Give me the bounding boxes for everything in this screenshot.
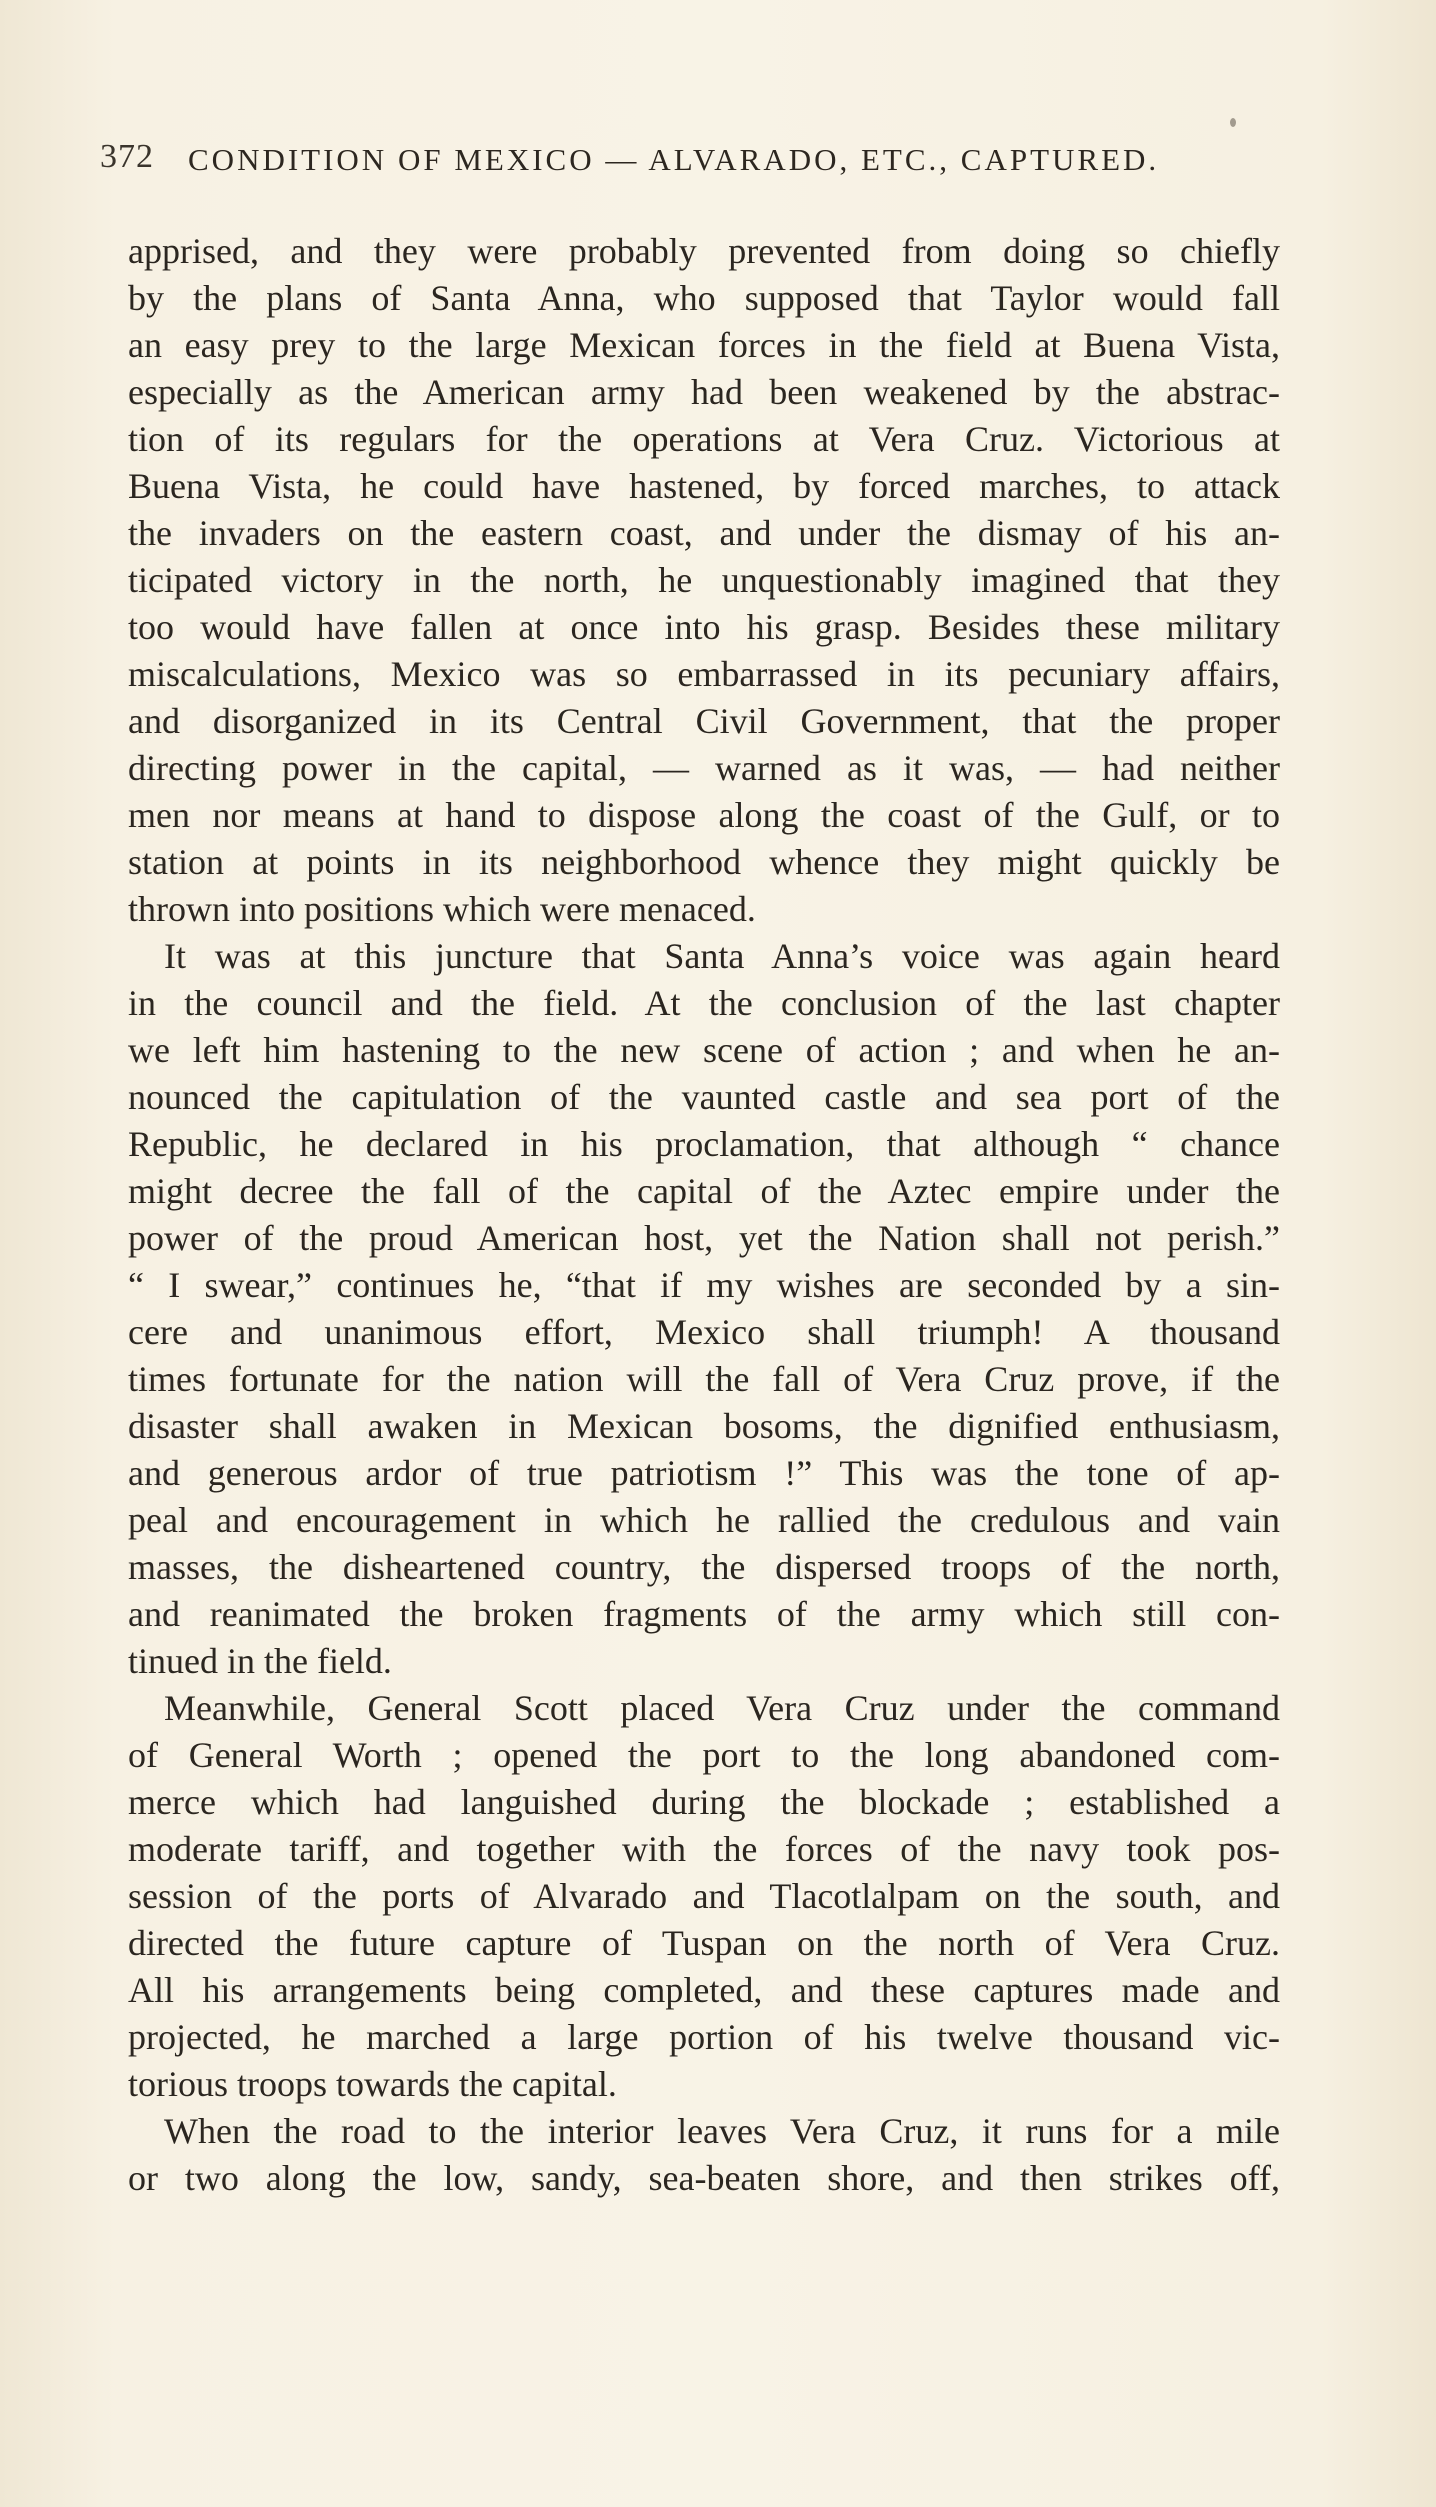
text-line: especially as the American army had been weakened by the abstrac- [128,372,1280,412]
text-line: torious troops towards the capital. [128,2064,617,2104]
running-title: CONDITION OF MEXICO — ALVARADO, ETC., CAPTURED. [188,142,1160,177]
text-line: or two along the low, sandy, sea-beaten shore, and then strikes off, [128,2158,1280,2198]
text-line: might decree the fall of the capital of the Aztec empire under the [128,1171,1280,1211]
page-number: 372 [100,138,154,175]
body-text [128,228,1280,2202]
text-line: When the road to the interior leaves Vera Cruz, it runs for a mile [164,2111,1280,2151]
text-line: and generous ardor of true patriotism !” This was the tone of ap- [128,1453,1280,1493]
text-line: It was at this juncture that Santa Anna’s voice was again heard [164,936,1280,976]
text-line: projected, he marched a large portion of his twelve thousand vic- [128,2017,1280,2057]
text-line: moderate tariff, and together with the forces of the navy took pos- [128,1829,1280,1869]
text-line: disaster shall awaken in Mexican bosoms, the dignified enthusiasm, [128,1406,1280,1446]
text-line: directed the future capture of Tuspan on the north of Vera Cruz. [128,1923,1280,1963]
text-line: Meanwhile, General Scott placed Vera Cruz under the command [164,1688,1280,1728]
text-line: cere and unanimous effort, Mexico shall triumph! A thousand [128,1312,1280,1352]
text-line: and reanimated the broken fragments of the army which still con- [128,1594,1280,1634]
text-line: peal and encouragement in which he rallied the credulous and vain [128,1500,1280,1540]
ink-speck [1230,118,1236,127]
text-line: All his arrangements being completed, and these captures made and [128,1970,1280,2010]
text-line: session of the ports of Alvarado and Tlacotlalpam on the south, and [128,1876,1280,1916]
text-line: tinued in the field. [128,1641,392,1681]
text-line: miscalculations, Mexico was so embarrassed in its pecuniary affairs, [128,654,1280,694]
text-line: thrown into positions which were menaced. [128,889,756,929]
text-line: merce which had languished during the blockade ; established a [128,1782,1280,1822]
text-line: power of the proud American host, yet the Nation shall not perish.” [128,1218,1280,1258]
text-line: times fortunate for the nation will the fall of Vera Cruz prove, if the [128,1359,1280,1399]
text-line: station at points in its neighborhood whence they might quickly be [128,842,1280,882]
running-head [100,138,1350,188]
text-line: we left him hastening to the new scene of action ; and when he an- [128,1030,1280,1070]
text-line: nounced the capitulation of the vaunted castle and sea port of the [128,1077,1280,1117]
text-line: and disorganized in its Central Civil Government, that the proper [128,701,1280,741]
text-line: apprised, and they were probably prevented from doing so chiefly [128,231,1280,271]
text-line: Buena Vista, he could have hastened, by forced marches, to attack [128,466,1280,506]
text-line: directing power in the capital, — warned as it was, — had neither [128,748,1280,788]
text-line: too would have fallen at once into his grasp. Besides these military [128,607,1280,647]
text-line: the invaders on the eastern coast, and under the dismay of his an- [128,513,1280,553]
text-line: masses, the disheartened country, the dispersed troops of the north, [128,1547,1280,1587]
text-line: ticipated victory in the north, he unquestionably imagined that they [128,560,1280,600]
text-line: in the council and the field. At the conclusion of the last chapter [128,983,1280,1023]
text-line: tion of its regulars for the operations at Vera Cruz. Victorious at [128,419,1280,459]
text-line: an easy prey to the large Mexican forces in the field at Buena Vista, [128,325,1280,365]
text-line: by the plans of Santa Anna, who supposed that Taylor would fall [128,278,1280,318]
text-line: of General Worth ; opened the port to the long abandoned com- [128,1735,1280,1775]
text-line: men nor means at hand to dispose along the coast of the Gulf, or to [128,795,1280,835]
text-line: “ I swear,” continues he, “that if my wishes are seconded by a sin- [128,1265,1280,1305]
text-line: Republic, he declared in his proclamation, that although “ chance [128,1124,1280,1164]
